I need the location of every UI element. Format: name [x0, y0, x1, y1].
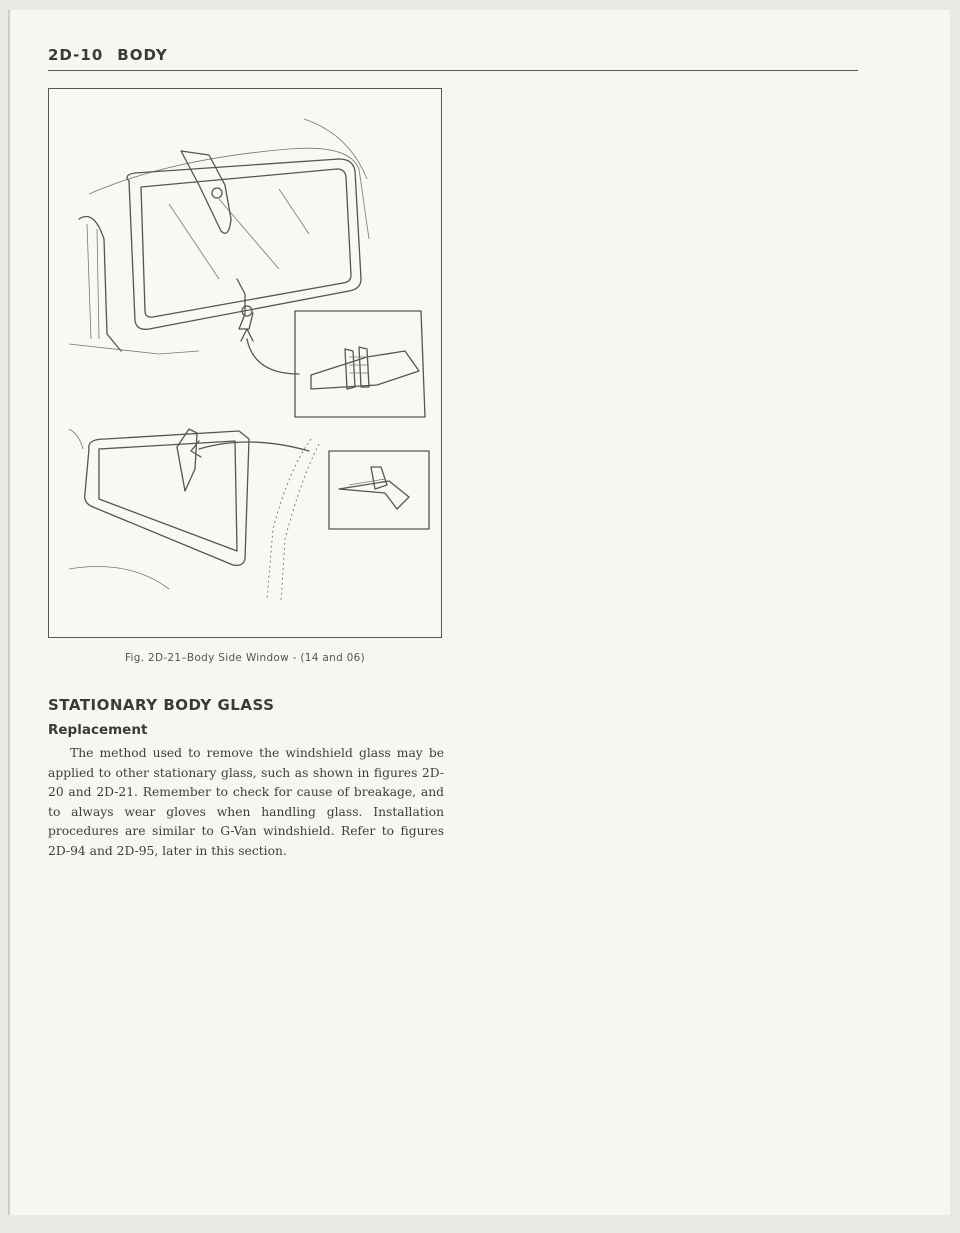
removal-tool-lower — [177, 429, 197, 491]
lower-window-frame — [85, 431, 249, 565]
sub-heading: Replacement — [48, 722, 148, 738]
page-number: 2D-10 — [48, 46, 104, 64]
body-paragraph: The method used to remove the windshield glass may be applied to other stationary glass, such as shown in figures 2D-20 and 2D-21. Remember to check for cause of breakage, and to always wear gloves when handling glass. Installation procedures are similar to G-Van windshield. Refer to figures 2D-94 and 2D-95, later in this section. — [48, 746, 444, 858]
body-side-window-drawing — [49, 89, 441, 637]
section-title: BODY — [117, 46, 168, 64]
section-heading: STATIONARY BODY GLASS — [48, 696, 275, 714]
manual-page — [8, 10, 950, 1215]
pillar-outline — [79, 217, 121, 352]
figure-illustration — [48, 88, 442, 638]
running-head — [48, 46, 168, 64]
header-rule — [48, 70, 858, 71]
figure-caption: Fig. 2D-21–Body Side Window - (14 and 06) — [124, 652, 366, 664]
